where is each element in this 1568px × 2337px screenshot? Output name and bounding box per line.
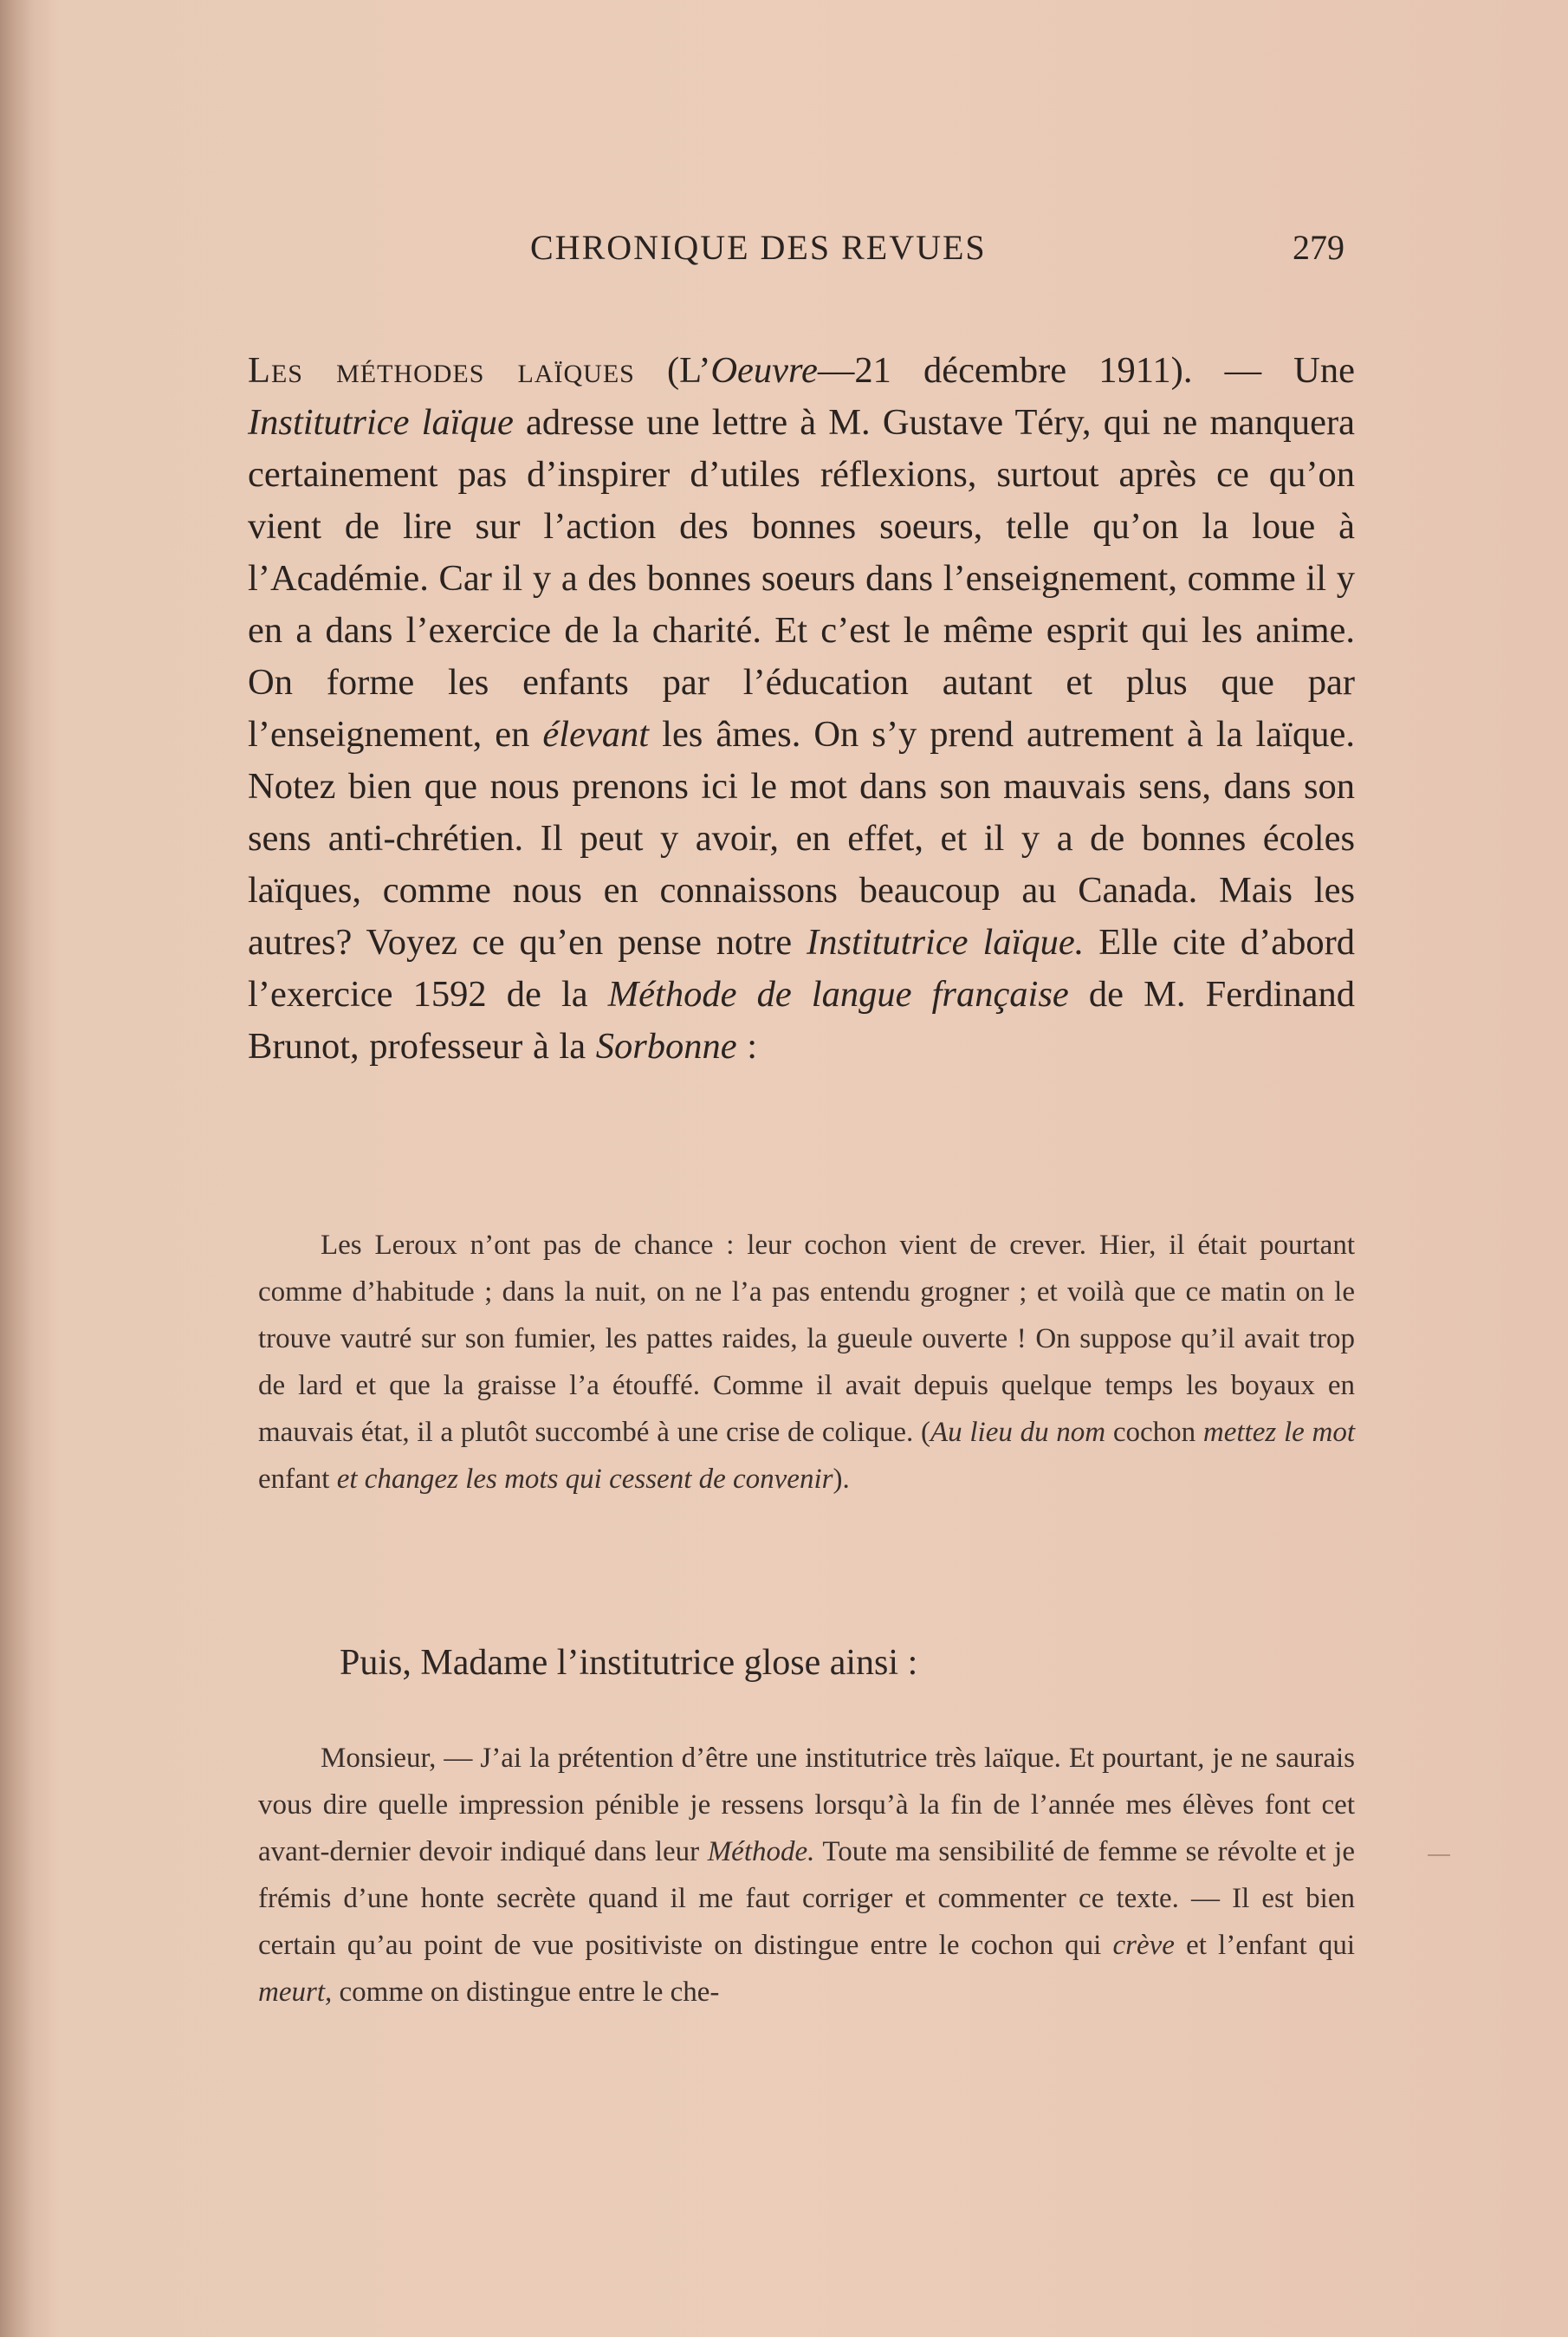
article-title: Les méthodes laïques	[248, 350, 635, 391]
emphasis: Institutrice laïque.	[807, 922, 1085, 963]
emphasis: crève	[1112, 1930, 1175, 1961]
emphasis: mettez le mot	[1202, 1417, 1355, 1448]
emphasis: meurt,	[258, 1977, 333, 2008]
source-open: (L’	[634, 350, 711, 391]
intro-line: Puis, Madame l’institutrice glose ainsi :	[340, 1643, 918, 1683]
source-title: Oeuvre	[710, 350, 818, 391]
text-run: Elle cite d’abord l’exercice 1592 de la	[248, 922, 1355, 1015]
text-run: cochon	[1105, 1417, 1203, 1448]
article-paragraph	[248, 345, 1355, 1073]
emphasis: élevant	[542, 714, 650, 755]
text-run: de M. Ferdinand Brunot, professeur à la	[248, 974, 1355, 1067]
text-run: adresse une lettre à M. Gustave Téry, qui ne manquera certainement pas d’inspirer d’utiles réflexions, surtout après ce qu’on vient de lire sur l’action des bonnes soeurs, telle qu’on la loue à l’Académie. Car il y a des bonnes soeurs dans l’enseignement, comme il y en a dans l’exercice de la charité. Et c’est le même esprit qui les anime. On forme les enfants par l’éducation autant et plus que par l’enseignement, en	[248, 402, 1355, 755]
quotation-block-2	[258, 1735, 1355, 2016]
text-run: enfant	[258, 1464, 337, 1495]
page-number: 279	[1293, 228, 1344, 267]
text-run: Toute ma sensibilité de femme se révolte et je frémis d’une honte secrète quand il me faut corriger et commenter ce texte. — Il est bien certain qu’au point de vue positiviste on distingue entre le cochon qui	[258, 1836, 1355, 1961]
text-run: et l’enfant qui	[1174, 1930, 1356, 1961]
page-gutter	[0, 0, 52, 2337]
source-close: —21 décembre 1911).	[817, 350, 1193, 391]
text-run: Les Leroux n’ont pas de chance : leur cochon vient de crever. Hier, il était pourtant comme d’habitude ; dans la nuit, on ne l’a pas entendu grogner ; et voilà que ce matin on le trouve vautré sur son fumier, les pattes raides, la gueule ouverte ! On suppose qu’il avait trop de lard et que la graisse l’a étouffé. Comme il avait depuis quelque temps les boyaux en mauvais état, il a plutôt succombé à une crise de colique. (	[258, 1230, 1355, 1448]
text-run: les âmes. On s’y prend autrement à la laïque. Notez bien que nous prenons ici le mot dans son mauvais sens, dans son sens anti-chrétien. Il peut y avoir, en effet, et il y a de bonnes écoles laïques, comme nous en connaissons beaucoup au Canada. Mais les autres? Voyez ce qu’en pense notre	[248, 714, 1355, 963]
emphasis: Sorbonne	[595, 1026, 737, 1067]
text-run: ).	[833, 1464, 850, 1495]
text-run: :	[736, 1026, 758, 1067]
emphasis: et changez les mots qui cessent de convenir	[336, 1464, 833, 1495]
running-head: CHRONIQUE DES REVUES	[530, 228, 987, 267]
text-run: comme on distingue entre le che-	[332, 1977, 720, 2008]
emphasis: Au lieu du nom	[930, 1417, 1106, 1448]
quotation-block-1	[258, 1222, 1355, 1503]
emphasis: Institutrice laïque	[248, 402, 514, 443]
text-run: — Une	[1192, 350, 1355, 391]
text-run: Monsieur, — J’ai la prétention d’être une institutrice très laïque. Et pourtant, je ne saurais vous dire quelle impression pénible je ressens lorsqu’à la fin de l’année mes élèves font cet avant-dernier devoir indiqué dans leur	[258, 1743, 1355, 1867]
emphasis: Méthode de langue française	[607, 974, 1069, 1015]
emphasis: Méthode.	[707, 1836, 815, 1867]
margin-mark	[1428, 1854, 1450, 1856]
